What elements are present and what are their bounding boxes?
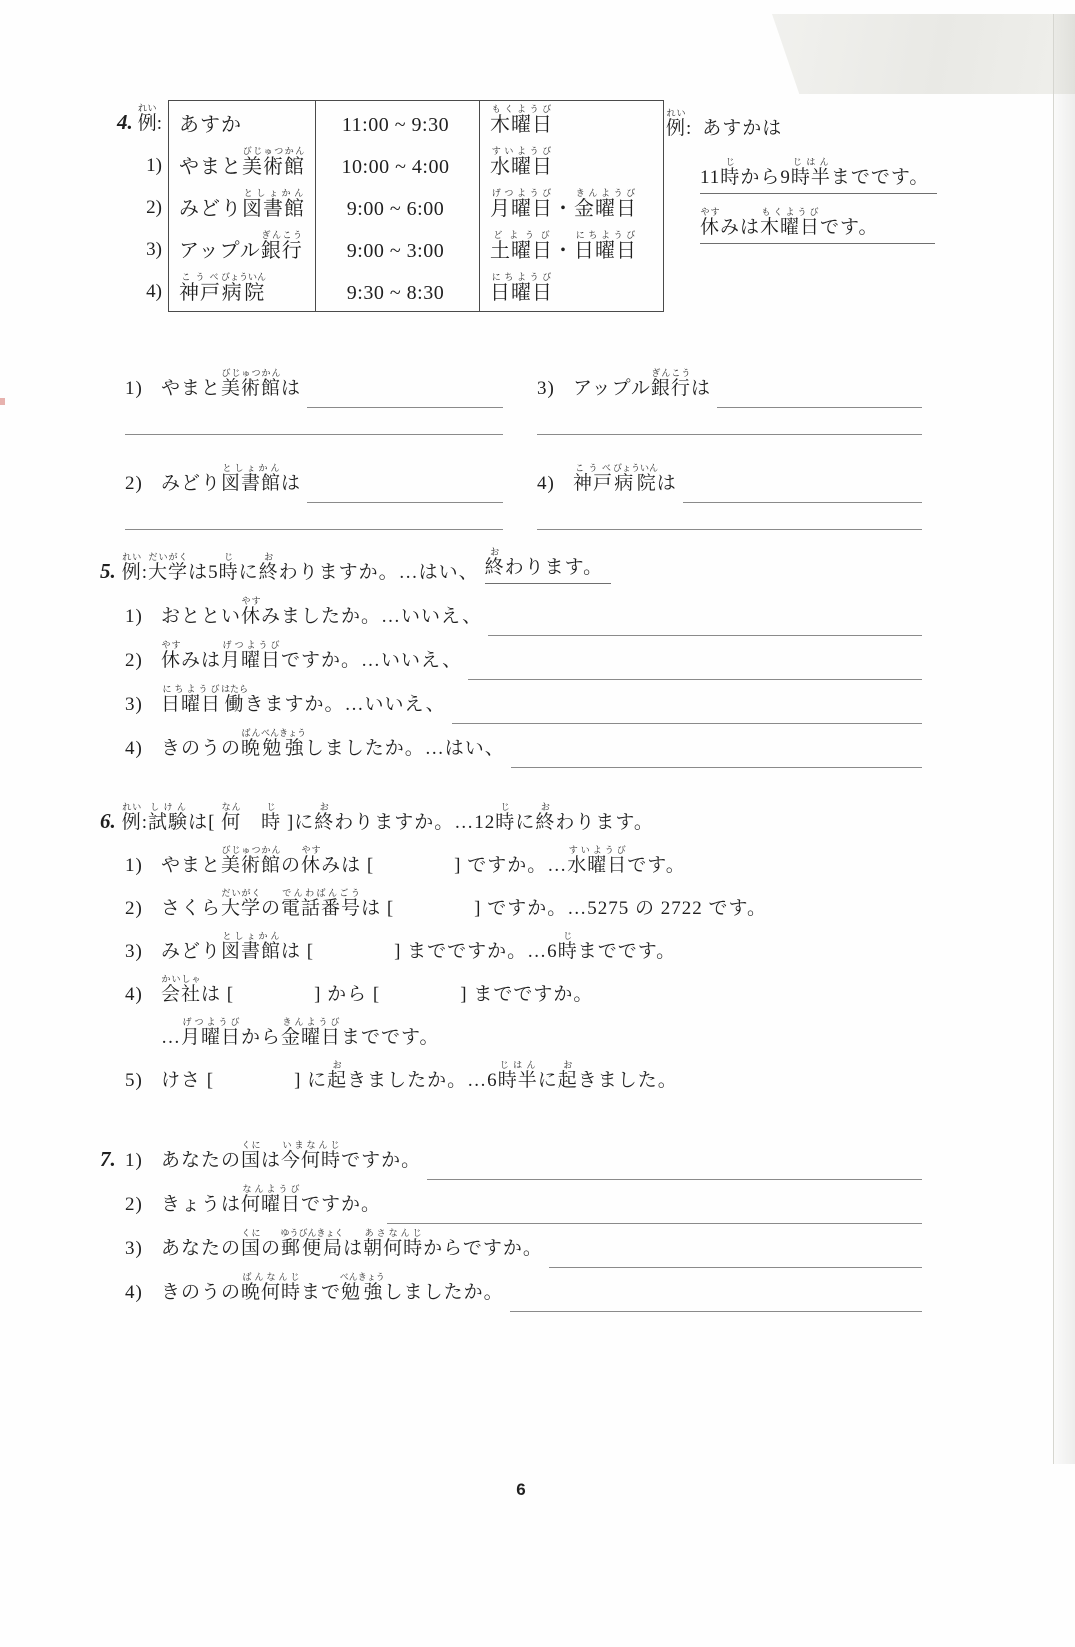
question-item xyxy=(537,352,922,435)
page-number: 6 xyxy=(516,1480,526,1499)
scan-shadow-corner xyxy=(772,14,1075,94)
name-cell: アップル 銀行ぎんこう xyxy=(179,230,303,262)
exercise-6 xyxy=(100,788,922,1092)
question-item xyxy=(100,834,922,877)
question-number: 4) xyxy=(125,984,143,1005)
name-cell: みどり 図書館としょかん xyxy=(179,188,305,220)
example-intro: あすかは xyxy=(702,118,783,139)
row-label: 4) xyxy=(146,281,162,302)
question-item xyxy=(100,584,922,628)
exercise-number: 6. xyxy=(100,809,116,833)
question-text: おととい休やすみましたか。…いいえ、 xyxy=(161,596,483,627)
hours-cell: 11:00 ~ 9:30 xyxy=(315,101,479,143)
closed-days-cell: 月曜日げつようび ・ 金曜日きんようび xyxy=(479,185,663,227)
hours-cell: 9:00 ~ 3:00 xyxy=(315,227,479,269)
question-text: みどり図書館としょかんは [ ] までですか。…6時じまでです。 xyxy=(161,931,677,962)
closed-days-cell: 日曜日にちようび xyxy=(479,269,663,311)
question-number: 4) xyxy=(125,738,143,759)
exercise-4-table-block xyxy=(100,100,664,312)
hours-cell: 9:00 ~ 6:00 xyxy=(315,185,479,227)
closed-days-cell: 土曜日どようび ・ 日曜日にちようび xyxy=(479,227,663,269)
exercise-7 xyxy=(100,1128,922,1304)
scan-red-mark xyxy=(0,398,5,405)
answer-blank xyxy=(537,434,922,435)
table-row xyxy=(169,185,663,227)
answer-blank xyxy=(488,635,922,636)
question-text: 神戸こうべ病院びょういんは xyxy=(573,463,677,494)
answer-blank xyxy=(717,407,922,408)
question-item xyxy=(100,920,922,963)
hours-cell: 9:30 ~ 8:30 xyxy=(315,269,479,311)
question-text: 休やすみは月曜日げつようびですか。…いいえ、 xyxy=(161,640,463,671)
question-number: 4) xyxy=(537,473,555,494)
exercise-4-questions xyxy=(125,352,922,530)
closed-days-cell: 木曜日もくようび xyxy=(479,101,663,143)
question-text: きょうは何曜日なんようびですか。 xyxy=(161,1184,382,1215)
answer-blank xyxy=(683,502,922,503)
exercise-number: 4. xyxy=(116,110,133,134)
name-cell: やまと 美術館びじゅつかん xyxy=(179,146,305,178)
question-text: …月曜日げつようびから金曜日きんようびまでです。 xyxy=(161,1017,440,1048)
question-item xyxy=(100,963,922,1006)
question-number: 3) xyxy=(125,941,143,962)
question-number: 3) xyxy=(537,378,555,399)
question-number: 3) xyxy=(125,1238,143,1259)
answer-blank xyxy=(387,1223,922,1224)
table-row xyxy=(169,227,663,269)
exercise-number: 7. xyxy=(100,1147,116,1171)
question-number: 4) xyxy=(125,1282,143,1303)
row-label: 例れい: xyxy=(137,103,162,134)
question-item xyxy=(125,352,503,435)
exercise-4-label xyxy=(100,100,168,142)
question-number: 1) xyxy=(125,606,143,627)
answer-blank xyxy=(307,407,503,408)
question-text: みどり図書館としょかんは xyxy=(161,463,302,494)
name-cell: あすか xyxy=(179,114,242,136)
name-cell: 神戸こうべ 病院びょういん xyxy=(179,272,267,304)
answer-blank xyxy=(468,679,922,680)
answer-blank xyxy=(427,1179,922,1180)
question-text: 会社かいしゃは [ ] から [ ] までですか。 xyxy=(161,974,594,1005)
answer-blank xyxy=(511,767,922,768)
table-row-labels xyxy=(100,100,168,312)
answer-blank xyxy=(549,1267,922,1268)
example-answer: 終おわります。 xyxy=(485,547,612,584)
question-text: アップル銀行ぎんこうは xyxy=(573,368,711,399)
closed-days-cell: 水曜日すいようび xyxy=(479,143,663,185)
question-number: 1) xyxy=(125,855,143,876)
table-row xyxy=(169,101,663,143)
question-number: 2) xyxy=(125,1194,143,1215)
answer-blank xyxy=(125,434,503,435)
answer-blank xyxy=(307,502,503,503)
example-answer: 休やすみは木曜日もくようびです。 xyxy=(700,207,935,244)
example-answer: 11時じから9時半じはんまでです。 xyxy=(700,157,937,194)
example-question: 例れい:試験しけんは[ 何なん 時じ ]に終おわりますか。…12時じに終おわります。 xyxy=(121,802,654,833)
question-item xyxy=(100,877,922,920)
question-item xyxy=(537,447,922,530)
question-continuation xyxy=(100,1006,922,1049)
question-item xyxy=(100,1128,922,1172)
question-number: 2) xyxy=(125,473,143,494)
question-text: あなたの国くには今何時いまなんじですか。 xyxy=(161,1140,422,1171)
row-label: 2) xyxy=(146,197,162,218)
schedule-table xyxy=(168,100,664,312)
answer-blank xyxy=(125,529,503,530)
table-row xyxy=(169,269,663,311)
exercise-5 xyxy=(100,538,922,760)
question-text: きのうの晩ばん勉強べんきょうしましたか。…はい、 xyxy=(161,728,505,759)
question-text: やまと美術館びじゅつかんの休やすみは [ ] ですか。…水曜日すいようびです。 xyxy=(161,845,686,876)
question-number: 1) xyxy=(125,1150,143,1171)
table-row xyxy=(169,143,663,185)
question-number: 1) xyxy=(125,378,143,399)
question-number: 3) xyxy=(125,694,143,715)
question-number: 2) xyxy=(125,650,143,671)
question-item xyxy=(125,447,503,530)
exercise-4-example xyxy=(666,100,1066,244)
exercise-number: 5. xyxy=(100,559,116,583)
question-text: きのうの晩何時ばんなんじまで勉強べんきょうしましたか。 xyxy=(161,1272,504,1303)
row-label: 3) xyxy=(146,239,162,260)
answer-blank xyxy=(452,723,922,724)
answer-blank xyxy=(510,1311,922,1312)
answer-blank xyxy=(537,529,922,530)
question-text: さくら大学だいがくの電話番号でんわばんごうは [ ] ですか。…5275 の 2722 です。 xyxy=(161,888,767,919)
example-question: 例れい:大学だいがくは5時じに終おわりますか。…はい、 xyxy=(121,552,479,583)
question-number: 5) xyxy=(125,1070,143,1091)
example-label: 例れい: xyxy=(666,108,693,139)
question-text: やまと美術館びじゅつかんは xyxy=(161,368,302,399)
question-number: 2) xyxy=(125,898,143,919)
question-text: 日曜日にちようび働はたらきますか。…いいえ、 xyxy=(161,684,446,715)
row-label: 1) xyxy=(146,155,162,176)
hours-cell: 10:00 ~ 4:00 xyxy=(315,143,479,185)
question-text: あなたの国くにの郵便局ゆうびんきょくは朝何時あさなんじからですか。 xyxy=(161,1228,543,1259)
question-item xyxy=(100,1049,922,1092)
question-text: けさ [ ] に起おきましたか。…6時半じはんに起おきました。 xyxy=(161,1060,678,1091)
